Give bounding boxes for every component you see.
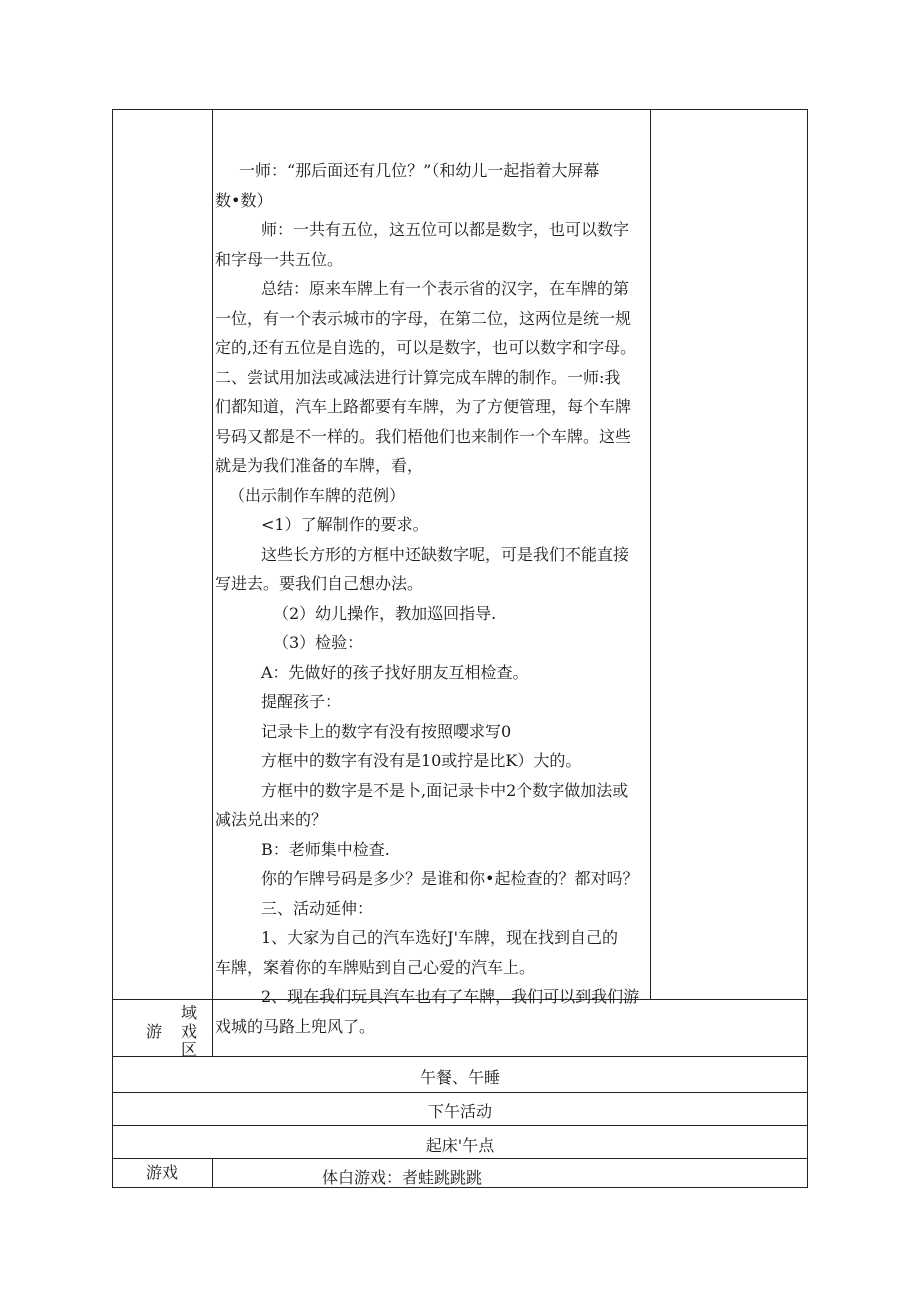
- zone-label-yu: 域: [181, 1003, 198, 1022]
- lesson-line: 戏城的马路上兜风了。: [215, 1016, 376, 1036]
- row-divider-lunch-top: [112, 1056, 808, 1057]
- lesson-line: 写进去。要我们自己想办法。: [215, 574, 424, 593]
- lesson-line: 1、大家为自己的汽车选好J'车牌，现在找到自己的: [261, 928, 618, 947]
- lesson-line: 一师：“那后面还有几位？”（和幼儿一起指着大屏幕: [239, 161, 600, 180]
- lesson-line: 师：一共有五位，这五位可以都是数字，也可以数字: [261, 220, 630, 239]
- lesson-line: 方框中的数字有没有是10或拧是比K）大的。: [261, 751, 582, 770]
- lesson-line: 提醒孩子：: [261, 692, 342, 711]
- lesson-line: 和字母一共五位。: [215, 249, 344, 269]
- lesson-content: [215, 156, 651, 1041]
- col-divider-left-bottom: [212, 1158, 213, 1188]
- row-divider-game-top: [112, 1158, 808, 1159]
- col-divider-left-top: [212, 109, 213, 1056]
- lesson-line: <1）了解制作的要求。: [261, 515, 429, 534]
- afternoon-activity-row: 下午活动: [427, 1102, 492, 1121]
- lesson-line: 数•数）: [215, 190, 273, 210]
- lesson-line: 这些长方形的方框中还缺数字呢，可是我们不能直接: [261, 544, 630, 564]
- lesson-line: 车牌，案着你的车牌贴到自己心爱的汽车上。: [215, 957, 536, 977]
- lesson-line: （3）检验：: [273, 633, 364, 652]
- row-divider-wake-top: [112, 1125, 808, 1126]
- lesson-line: 你的乍牌号码是多少？是谁和你•起检查的？都对吗？: [261, 869, 639, 888]
- lesson-line: 们都知道，汽车上路都要有车牌，为了方便管理，每个车牌: [215, 397, 632, 416]
- game-label: 游戏: [146, 1163, 179, 1182]
- lesson-line: 就是为我们准备的车牌，看，: [215, 456, 424, 475]
- lesson-line: 方框中的数字是不是卜,面记录卡中2个数字做加法或: [261, 780, 629, 800]
- lesson-line: （2）幼儿操作，教加巡回指导.: [273, 603, 497, 623]
- lesson-line: 号码又都是不一样的。我们梧他们也来制作一个车牌。这些: [215, 426, 632, 446]
- zone-label-xi: 戏: [181, 1022, 198, 1041]
- lesson-line: （出示制作车牌的范例）: [229, 485, 406, 505]
- lesson-line: 减法兑出来的？: [215, 810, 328, 829]
- lesson-line: B：老师集中检查.: [261, 839, 390, 859]
- lesson-line: 三、活动延伸：: [261, 898, 374, 918]
- game-content: 体白游戏：者蛙跳跳跳: [322, 1168, 483, 1187]
- wake-snack-row: 起床'午点: [425, 1136, 495, 1155]
- lesson-line: 二、尝试用加法或减法进行计算完成车牌的制作。一师:我: [215, 367, 621, 387]
- zone-label-you: 游: [146, 1022, 163, 1041]
- lesson-line: 总结：原来车牌上有一个表示省的汉字，在车牌的第: [261, 279, 630, 298]
- lesson-line: A：先做好的孩子找好朋友互相检查。: [261, 662, 529, 682]
- lesson-line: 记录卡上的数字有没有按照嘤求写0: [261, 721, 512, 741]
- lesson-line: 定的,还有五位是自选的，可以是数字，也可以数字和字母。: [215, 338, 637, 357]
- zone-label-qu: 区: [181, 1040, 198, 1059]
- lunch-nap-row: 午餐、午睡: [419, 1068, 500, 1087]
- lesson-line: 一位，有一个表示城市的字母，在第二位，这两位是统一规: [215, 308, 632, 328]
- row-divider-afternoon-top: [112, 1092, 808, 1093]
- lesson-line: 2、现在我们玩具汽车也有了车牌，我们可以到我们游: [261, 987, 640, 1006]
